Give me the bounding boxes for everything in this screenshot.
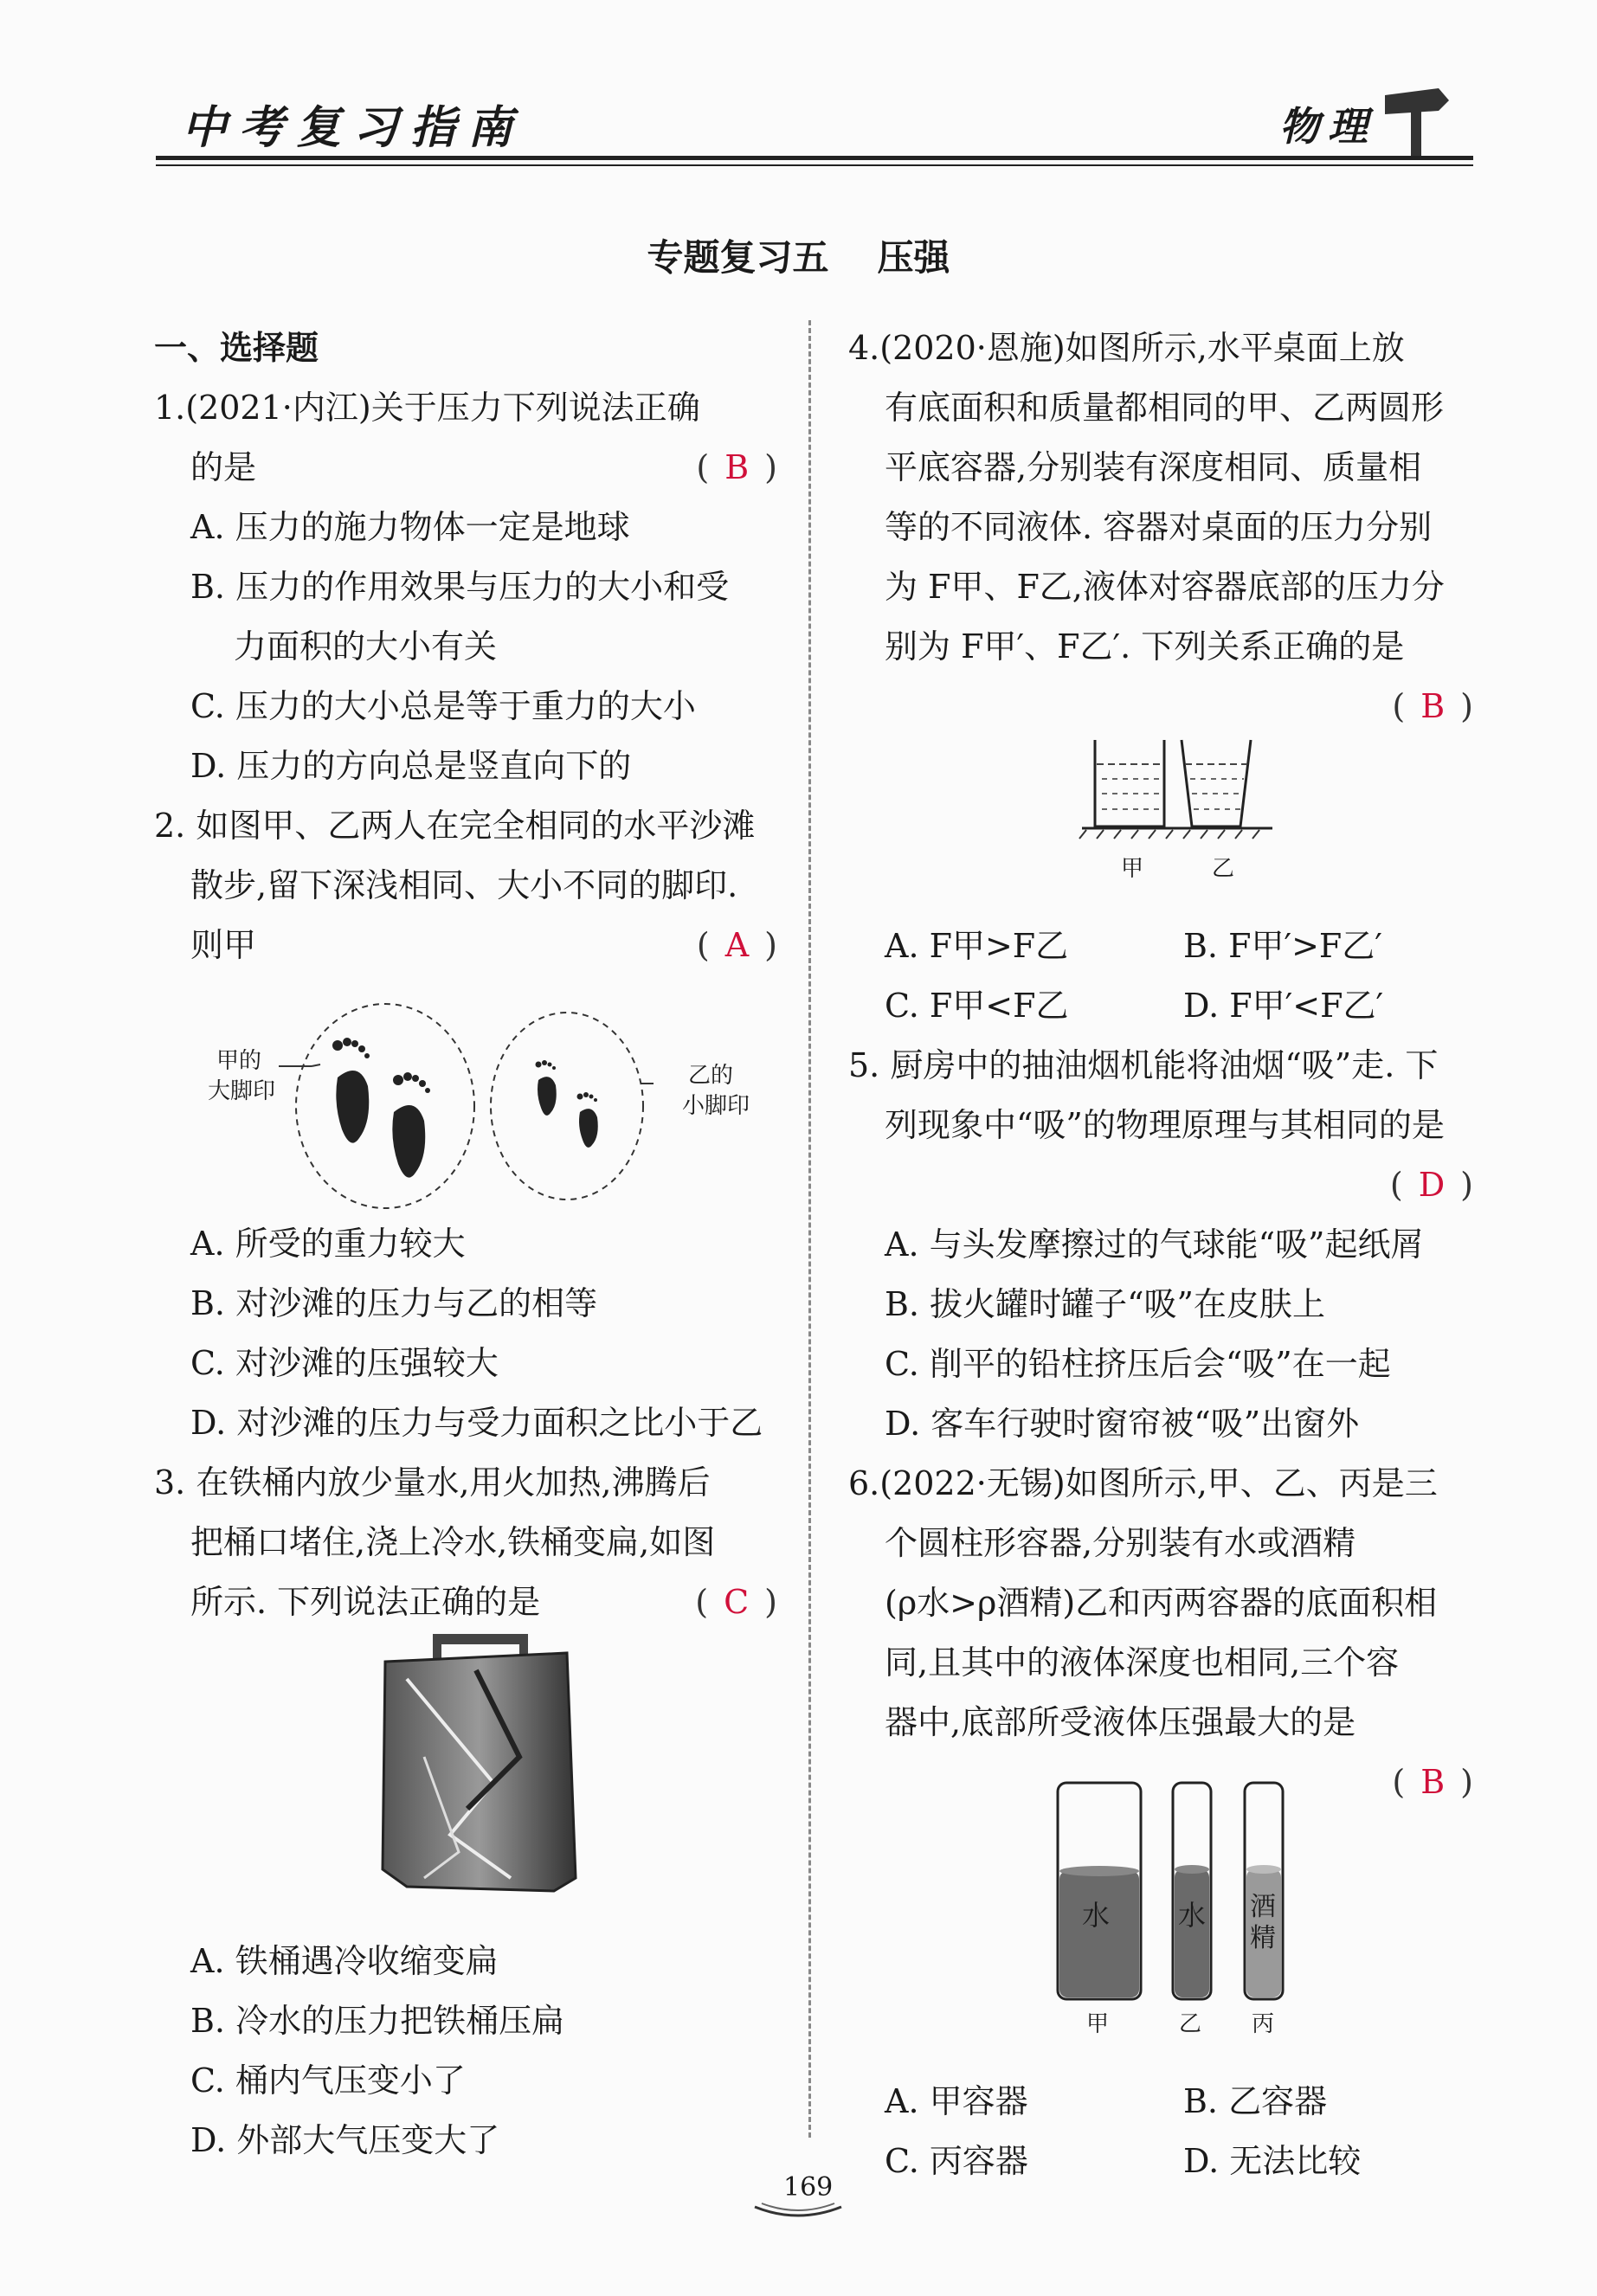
alcohol-label-1: 酒 — [1250, 1892, 1276, 1922]
book-title: 中考复习指南 — [182, 102, 525, 154]
q2-option-a: A. 所受的重力较大 — [190, 1225, 466, 1263]
cylinder-c-label: 丙 — [1252, 2011, 1275, 2037]
q2-answer: ( A ) — [696, 926, 777, 964]
q4-answer: ( B ) — [1392, 687, 1473, 725]
q3-answer: ( C ) — [695, 1583, 777, 1621]
water-label-b: 水 — [1178, 1899, 1207, 1932]
q5-stem-2: 列现象中“吸”的物理原理与其相同的是 — [885, 1106, 1445, 1144]
q4-stem: 4.(2020·恩施)如图所示,水平桌面上放 — [848, 329, 1405, 367]
q5-answer: ( D ) — [1389, 1166, 1473, 1204]
crushed-bucket-figure — [372, 1627, 589, 1913]
column-divider — [808, 320, 811, 2138]
small-footprint-label-2: 小脚印 — [682, 1093, 750, 1119]
container-a-label: 甲 — [1121, 856, 1144, 882]
signpost-icon — [1378, 76, 1456, 163]
q4-stem-6: 别为 F甲′、F乙′. 下列关系正确的是 — [885, 627, 1405, 666]
q4-stem-5: 为 F甲、F乙,液体对容器底部的压力分 — [885, 568, 1445, 606]
water-label-a: 水 — [1082, 1899, 1111, 1932]
q5-option-d: D. 客车行驶时窗帘被“吸”出窗外 — [885, 1405, 1360, 1443]
q6-answer: ( B ) — [1392, 1763, 1473, 1801]
q2-stem: 2. 如图甲、乙两人在完全相同的水平沙滩 — [154, 807, 756, 845]
subject-label: 物理 — [1279, 103, 1376, 150]
q3-stem: 3. 在铁桶内放少量水,用火加热,沸腾后 — [154, 1463, 711, 1502]
q4-stem-2: 有底面积和质量都相同的甲、乙两圆形 — [885, 389, 1445, 427]
big-footprint-label-2: 大脚印 — [208, 1078, 276, 1104]
q2-stem-3: 则甲 — [190, 926, 257, 964]
q1-answer: ( B ) — [696, 448, 777, 486]
cylinder-a-label: 甲 — [1086, 2011, 1110, 2037]
q5-option-b: B. 拔火罐时罐子“吸”在皮肤上 — [885, 1285, 1325, 1323]
q1-option-c: C. 压力的大小总是等于重力的大小 — [190, 687, 696, 725]
q4-stem-3: 平底容器,分别装有深度相同、质量相 — [885, 448, 1422, 486]
q1-option-b-cont: 力面积的大小有关 — [234, 627, 498, 666]
q6-stem-2: 个圆柱形容器,分别装有水或酒精 — [885, 1524, 1356, 1562]
q1-option-d: D. 压力的方向总是竖直向下的 — [190, 747, 632, 785]
q6-stem-4: 同,且其中的液体深度也相同,三个容 — [885, 1643, 1400, 1682]
q3-option-c: C. 桶内气压变小了 — [190, 2061, 466, 2100]
q5-stem: 5. 厨房中的抽油烟机能将油烟“吸”走. 下 — [848, 1046, 1439, 1084]
cylinder-b-label: 乙 — [1179, 2011, 1202, 2037]
q6-option-c: C. 丙容器 — [885, 2142, 1028, 2180]
q6-stem-5: 器中,底部所受液体压强最大的是 — [885, 1703, 1356, 1741]
q3-option-b: B. 冷水的压力把铁桶压扁 — [190, 2002, 565, 2040]
q5-option-a: A. 与头发摩擦过的气球能“吸”起纸屑 — [885, 1225, 1424, 1264]
q4-option-a: A. F甲>F乙 — [885, 927, 1069, 965]
q3-option-a: A. 铁桶遇冷收缩变扁 — [190, 1942, 499, 1980]
q6-option-d: D. 无法比较 — [1183, 2142, 1362, 2180]
q1-stem-2: 的是 — [190, 448, 257, 486]
page-number: 169 — [783, 2172, 834, 2203]
q1-option-a: A. 压力的施力物体一定是地球 — [190, 508, 630, 546]
q4-stem-4: 等的不同液体. 容器对桌面的压力分别 — [885, 508, 1433, 546]
q3-option-d: D. 外部大气压变大了 — [190, 2121, 500, 2159]
q1-stem: 1.(2021·内江)关于压力下列说法正确 — [154, 389, 700, 427]
small-footprint-label: 乙的 — [688, 1063, 734, 1089]
q3-stem-2: 把桶口堵住,浇上冷水,铁桶变扁,如图 — [190, 1523, 716, 1561]
alcohol-label-2: 精 — [1250, 1923, 1276, 1953]
two-containers-figure — [1078, 731, 1285, 844]
container-b-label: 乙 — [1212, 856, 1235, 882]
q6-stem: 6.(2022·无锡)如图所示,甲、乙、丙是三 — [848, 1464, 1438, 1502]
q5-option-c: C. 削平的铅柱挤压后会“吸”在一起 — [885, 1345, 1391, 1383]
header-rule — [156, 156, 1473, 160]
section-heading: 一、选择题 — [154, 329, 319, 367]
footprint-figure — [208, 995, 692, 1220]
q4-option-d: D. F甲′<F乙′ — [1183, 987, 1384, 1025]
q2-stem-2: 散步,留下深浅相同、大小不同的脚印. — [190, 866, 738, 904]
q3-stem-3: 所示. 下列说法正确的是 — [190, 1583, 541, 1621]
q4-option-c: C. F甲<F乙 — [885, 987, 1069, 1025]
q2-option-c: C. 对沙滩的压强较大 — [190, 1344, 499, 1382]
q6-option-b: B. 乙容器 — [1183, 2082, 1328, 2120]
q4-option-b: B. F甲′>F乙′ — [1183, 927, 1382, 965]
q2-option-b: B. 对沙滩的压力与乙的相等 — [190, 1284, 598, 1322]
q2-option-d: D. 对沙滩的压力与受力面积之比小于乙 — [190, 1404, 763, 1442]
header-rule-thin — [156, 164, 1473, 166]
big-footprint-label: 甲的 — [216, 1048, 262, 1074]
page-title: 专题复习五 压强 — [647, 236, 950, 279]
q6-option-a: A. 甲容器 — [885, 2082, 1028, 2120]
q6-stem-3: (ρ水>ρ酒精)乙和丙两容器的底面积相 — [885, 1584, 1438, 1622]
q1-option-b: B. 压力的作用效果与压力的大小和受 — [190, 568, 730, 606]
